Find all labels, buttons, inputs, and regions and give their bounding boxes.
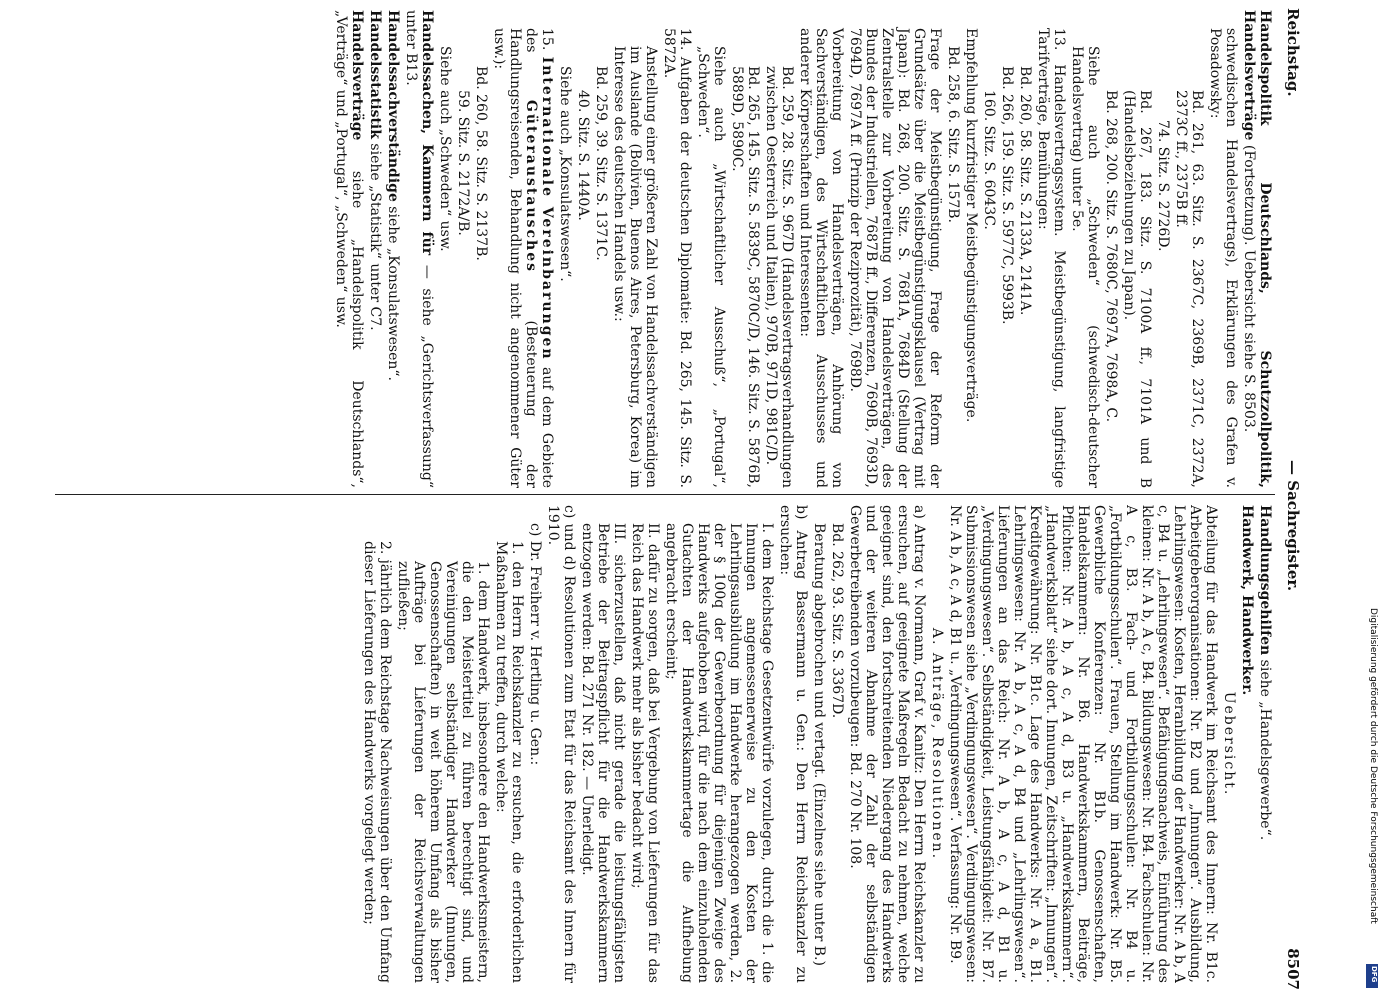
index-entry [777,505,809,983]
header-dash: — [1284,460,1302,475]
entry-text: c) und d) Resolutionen zum Etat für das Reichsamt des Innern für 1910. [545,505,577,983]
entry-text: 14. Aufgaben der deutschen Diplomatie: Bd. 265, 145. Sitz. S. 5872A. [661,28,693,488]
entry-keyword: Handelspolitik Deutschlands, Schutzzollpolitik, Handelsverträge [1241,10,1273,488]
index-entry [1035,10,1067,488]
index-entry [437,10,453,488]
index-entry [1241,10,1273,488]
entry-text: 1. dem Handwerk, insbesondere den Handwerksmeistern, die den Meistertitel zu führen berechtigt sind, und Vereinigungen selbständiger Handwerker (Innungen, Genossenschaften) in weit höherem Umfang als bisher Aufträge bei Lieferungen der Reichsverwaltungen zufließen; [395,561,491,983]
entry-text: auf dem Gebiete des [523,28,555,488]
entry-text: siehe „Konsulatswesen“. [385,201,401,381]
entry-text: Beratung abgebrochen und vertagt. (Einzelnes siehe unter B.) [811,523,827,966]
index-entry [1155,10,1171,488]
right-column [43,505,1273,983]
entry-text: 13. Handelsvertragssystem. Meistbegünstigung, langfristige Tarifverträge, Bemühungen: [1035,28,1067,488]
index-entry [811,505,827,983]
entry-keyword: Handelsstatistik [367,10,383,139]
entry-text: 74. Sitz. S. 2726D. [1155,120,1171,252]
index-entry [797,10,845,488]
entry-text: Bd. 258, 6. Sitz. S. 157B. [945,46,961,224]
index-entry [367,10,383,488]
entry-text: Bd. 259, 39. Sitz. S. 1371C. [593,66,609,261]
entry-text: — siehe „Gerichtsverfassung“ unter B13. [403,10,435,488]
rotated-content [21,0,1311,1000]
entry-text: siehe „Handelsgewerbe“. [1257,655,1273,841]
index-entry [1121,10,1153,488]
entry-text: A. Anträge, Resolutionen. [929,627,945,861]
index-entry [455,10,471,488]
index-entry [575,10,591,488]
entry-text: Bd. 267, 183. Sitz. S. 7100A ff., 7101A und B (Handelsbeziehungen zu Japan). [1121,90,1153,488]
index-entry [1103,10,1119,488]
entry-text: Siehe auch „Wirtschaftlicher Ausschuß“, „Portugal“, „Schweden“. [695,46,727,488]
running-header [1281,0,1301,1000]
header-left: Reichstag. [1284,8,1302,97]
entry-text: Frage der Meistbegünstigung, Frage der Reform der Grundsätze über die Meistbegünstigungsklausel (Vertrag mit Japan): Bd. 268, 200. Sitz. S. 7681A, 7684D (Stellung der Zentralstelle zur Vorbereitung von Handelsverträgen, des Bundes der Industriellen, 7687B ff., Differenzen, 7690B, 7693D, 7694D, 7697A ff. (Prinzip der Reziprozität), 7698D. [847,28,943,488]
entry-text: (Fortsetzung). Uebersicht siehe S. 8503. [1241,140,1257,433]
index-entry [527,505,543,983]
index-entry [963,10,979,488]
entry-text: Siehe auch „Konsulatswesen“. [557,66,573,282]
entry-text: schwedischen Handelsvertrags), Erklärungen des Grafen v. Posadowsky: [1207,28,1239,488]
entry-text: Bd. 266, 159. Sitz. S. 5977C, 5993B. [999,66,1015,325]
index-entry [1173,10,1205,488]
entry-text: Bd. 268, 200. Sitz. S. 7680C, 7697A, 7698A, C. [1103,90,1119,423]
column-divider [55,494,1275,495]
index-entry [403,10,435,488]
spaced-emphasis: Güteraustausches [523,99,539,274]
entry-text: 40. Sitz. S. 1440A. [575,90,591,221]
entry-text: Siehe auch „Schweden“ (schwedisch-deutscher Handelsvertrag) unter 5e. [1069,46,1101,488]
footer-text: Digitalisierung gefördert durch die Deutsche Forschungsgemeinschaft [1368,608,1378,924]
entry-keyword: Handlungsgehilfen [1257,505,1273,656]
entry-text: Siehe auch „Schweden“ usw. [437,46,453,252]
index-entry [947,505,1219,983]
index-entry [361,505,393,983]
spaced-emphasis: Internationale Vereinbarungen [539,56,555,361]
index-entry [829,505,845,983]
index-entry [1207,10,1239,488]
entry-text: Bd. 259, 28. Sitz. S. 967D (Handelsvertragsverhandlungen zwischen Oesterreich und Italien), 970B, 971D, 981C/D. [763,66,795,488]
index-entry [945,10,961,488]
digitization-footer [1364,0,1380,1000]
entry-text: Empfehlung kurzfristiger Meistbegünstigungsverträge. [963,28,979,423]
entry-text: Bd. 265, 145. Sitz. S. 5839C, 5870C/D, 146. Sitz. S. 5876B, 5889D, 5890C. [729,66,761,488]
index-entry [579,505,627,983]
header-center: Sachregister. [1284,480,1302,592]
index-entry [847,505,927,983]
entry-keyword: Handelssachen, Kammern für [419,10,435,256]
index-entry [611,10,659,488]
entry-text: a) Antrag v. Normann, Graf v. Kanitz: Den Herrn Reichskanzler zu ersuchen, auf geeignete Maßregeln Bedacht zu nehmen, welche geeignet sind, den fortschreitenden Niedergang des Handwerks und der weiteren Abnahme der Zahl der selbständigen Gewerbetreibenden vorzubeugen: Bd. 270 Nr. 108. [847,505,927,983]
entry-text: Vorbereitung von Handelsverträgen, Anhörung von Sachverständigen, des Wirtschaftlichen Ausschusses und anderer Körperschaften und Interessenten: [797,28,845,488]
index-entry [729,10,761,488]
index-entry [493,505,525,983]
index-entry [1017,10,1033,488]
left-column [43,10,1273,488]
index-entry [333,10,365,488]
page-number: 8507 [1284,948,1302,990]
index-entry [545,505,577,983]
entry-text: Abteilung für das Handwerk im Reichsamt des Innern: Nr. B1c. Arbeitgeberorganisationen: Nr. B2 und „Innungen“. Ausbildung, Lehrlingswesen: Kosten, Heranbildung der Handwerker: Nr. A b, A c, B4 u. „Lehrlingswesen“. Befähigungsnachweis, Einführung des kleinen: Nr. A b, A c, B4. Bildungswesen: Nr. B4. Fachschulen: Nr. A c, B3. Fach- und Fortbildungsschulen: Nr. B4 u. „Fortbildungsschulen“. Frauen, Stellung im Handwerk: Nr. B5. Gewerbliche Konferenzen: Nr. B1b. Genossenschaften, Handelskammern: Nr. B6. Handwerkskammern, Beiträge, Pflichten: Nr. A b, A c, A d, B3 u. „Handwerkskammern“. „Handwerksblatt“ siehe dort. Innungen, Zeitschriften: „Innungen“. Kreditgewährung: Nr. B1c. Lage des Handwerks: Nr. A a, B1. Lehrlingswesen: Nr. A b, A c, A d, B4 und „Lehrlingswesen“. Lieferungen an das Reich: Nr. A b, A c, A d, B1 u. „Verdingungswesen“. Selbständigkeit, Leistungsfähigkeit: Nr. B7. Submissionswesen siehe „Verdingungswesen“. Verdingungswesen: Nr. A b, A c, A d, B1 u. „Verdingungswesen“. Verfassung: Nr. B9. [947,505,1219,983]
entry-keyword: Handelsverträge [349,10,365,141]
entry-text: Anstellung einer größeren Zahl von Handelssachverständigen im Auslande (Bolivien, Buenos Aires, Petersburg, Korea) im Interesse des deutschen Handels usw.: [611,46,659,488]
index-entry [663,505,775,983]
header-center-group [1285,460,1301,591]
entry-text: Bd. 262, 93. Sitz. S. 3367D. [829,523,845,719]
entry-text: siehe „Handelspolitik Deutschlands“, „Verträge“ und „Portugal“, „Schweden“ usw. [333,10,365,488]
index-entry [1239,505,1255,983]
entry-text: b) Antrag Bassermann u. Gen.: Den Herrn Reichskanzler zu ersuchen: [777,505,809,983]
index-entry [763,10,795,488]
entry-text: 1. den Herrn Reichskanzler zu ersuchen, die erforderlichen Maßnahmen zu treffen, durch welche: [493,541,525,983]
index-entry [395,505,491,983]
entry-text: (Besteuerung der Handlungsreisenden, Behandlung nicht angenommener Güter usw.): [491,28,539,488]
entry-text: siehe „Statistik“ unter C7. [367,138,383,331]
index-entry [385,10,401,488]
entry-text: I. dem Reichstage Gesetzentwürfe vorzulegen, durch die 1. die Innungen angemessenerweise zu den Kosten der Lehrlingsausbildung im Handwerke herangezogen werden, 2. der § 100q der Gewerbeordnung für diejenigen Zweige des Handwerks aufgehoben wird, für die nach dem einzuholenden Gutachten der Handwerkskammertage die Aufhebung angebracht erscheint; [663,523,775,983]
entry-text: 2. jährlich dem Reichstage Nachweisungen über den Umfang dieser Lieferungen des Handwerks vorgelegt werden; [361,541,393,983]
index-entry [847,10,943,488]
index-entry [473,10,489,488]
entry-text: Bd. 260, 58. Sitz. S. 2137B. [473,66,489,261]
dfg-logo-text: DFG [1370,966,1378,983]
index-entry [629,505,661,983]
index-entry [1257,505,1273,983]
index-entry [491,10,555,488]
index-entry [929,505,945,983]
index-entry [557,10,573,488]
entry-text: c) Dr. Freiherr v. Hertling u. Gen.: [527,523,543,766]
dfg-logo [1366,964,1378,988]
index-entry [999,10,1015,488]
entry-text: III. sicherzustellen, daß nicht gerade die leistungsfähigsten Betriebe der Beitragspflicht für die Handwerkskammern entzogen werden: Bd. 271 Nr. 182. — Unerledigt. [579,523,627,983]
index-entry [1221,505,1237,983]
index-entry [981,10,997,488]
entry-text: Bd. 260, 58. Sitz. S. 2133A, 2141A. [1017,66,1033,316]
index-entry [593,10,609,488]
entry-text: 59. Sitz. S. 2172A/B. [455,90,471,236]
index-entry [661,10,693,488]
entry-text: Bd. 261, 63. Sitz. S. 2367C, 2369B, 2371C, 2372A, 2373C ff., 2375B ff. [1173,90,1205,488]
entry-keyword: Handelssachverständige [385,10,401,202]
entry-text: II. dafür zu sorgen, daß bei Vergebung von Lieferungen für das Reich das Handwerk mehr als bisher bedacht wird; [629,523,661,983]
index-entry [695,10,727,488]
entry-text: 160. Sitz. S. 6043C. [981,90,997,230]
index-entry [1069,10,1101,488]
entry-text: Uebersicht. [1221,691,1237,797]
entry-text: 15. [539,28,555,57]
entry-keyword: Handwerk, Handwerker. [1239,505,1255,696]
